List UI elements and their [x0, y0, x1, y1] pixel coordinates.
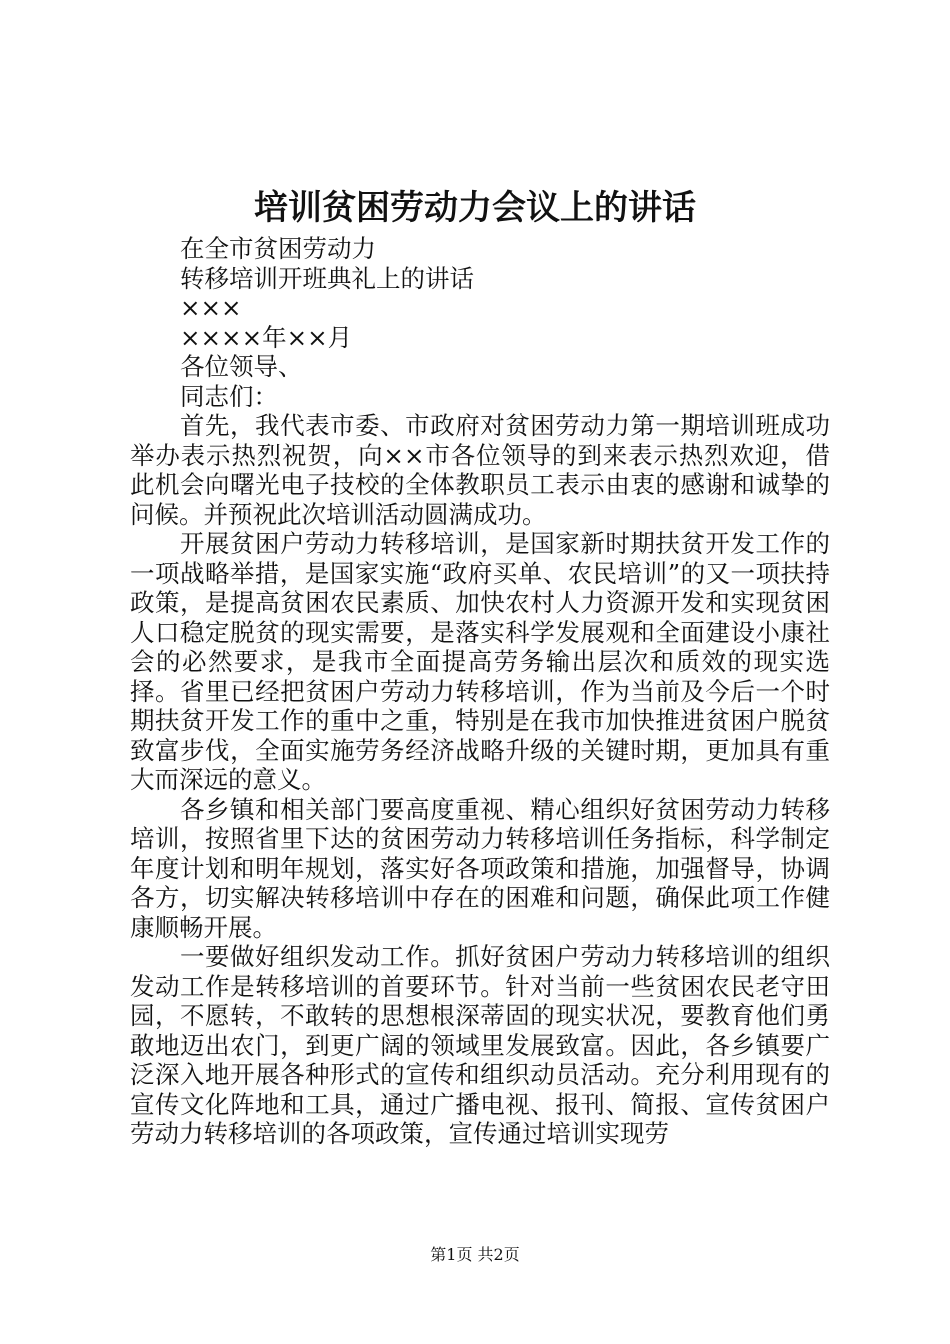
salutation-line: 同志们： — [180, 381, 278, 411]
header-line: 在全市贫困劳动力 — [180, 234, 376, 263]
body-paragraph: 一要做好组织发动工作。抓好贫困户劳动力转移培训的组织发动工作是转移培训的首要环节。针对当前一些贫困农民老守田园，不愿转，不敢转的思想根深蒂固的现实状况，要教育他们勇敢地迈出农门，到更广阔的领域里发展致富。因此，各乡镇要广泛深入地开展各种形式的宣传和组织动员活动。充分利用现有的宣传文化阵地和工具，通过广播电视、报刊、简报、宣传贫困户劳动力转移培训的各项政策，宣传通过培训实现劳 — [130, 942, 830, 1148]
header-line: 转移培训开班典礼上的讲话 — [180, 263, 474, 293]
body-paragraph: 首先，我代表市委、市政府对贫困劳动力第一期培训班成功举办表示热烈祝贺，向××市各位领导的到来表示热烈欢迎，借此机会向曙光电子技校的全体教职员工表示由衷的感谢和诚挚的问候。并预祝此次培训活动圆满成功。 — [130, 411, 830, 529]
header-line: ××× — [180, 293, 242, 322]
document-title: 培训贫困劳动力会议上的讲话 — [254, 188, 696, 228]
header-line: ××××年××月 — [180, 322, 353, 352]
page-footer: 第1页 共2页 — [430, 1245, 520, 1264]
body-paragraph: 各乡镇和相关部门要高度重视、精心组织好贫困劳动力转移培训，按照省里下达的贫困劳动力转移培训任务指标，科学制定年度计划和明年规划，落实好各项政策和措施，加强督导，协调各方，切实解决转移培训中存在的困难和问题，确保此项工作健康顺畅开展。 — [130, 794, 830, 942]
salutation-line: 各位领导、 — [180, 352, 303, 381]
body-paragraph: 开展贫困户劳动力转移培训，是国家新时期扶贫开发工作的一项战略举措，是国家实施“政府买单、农民培训”的又一项扶持政策，是提高贫困农民素质、加快农村人力资源开发和实现贫困人口稳定脱贫的现实需要，是落实科学发展观和全面建设小康社会的必然要求，是我市全面提高劳务输出层次和质效的现实选择。省里已经把贫困户劳动力转移培训，作为当前及今后一个时期扶贫开发工作的重中之重，特别是在我市加快推进贫困户脱贫致富步伐，全面实施劳务经济战略升级的关键时期，更加具有重大而深远的意义。 — [130, 529, 830, 794]
document-body — [130, 234, 830, 1149]
